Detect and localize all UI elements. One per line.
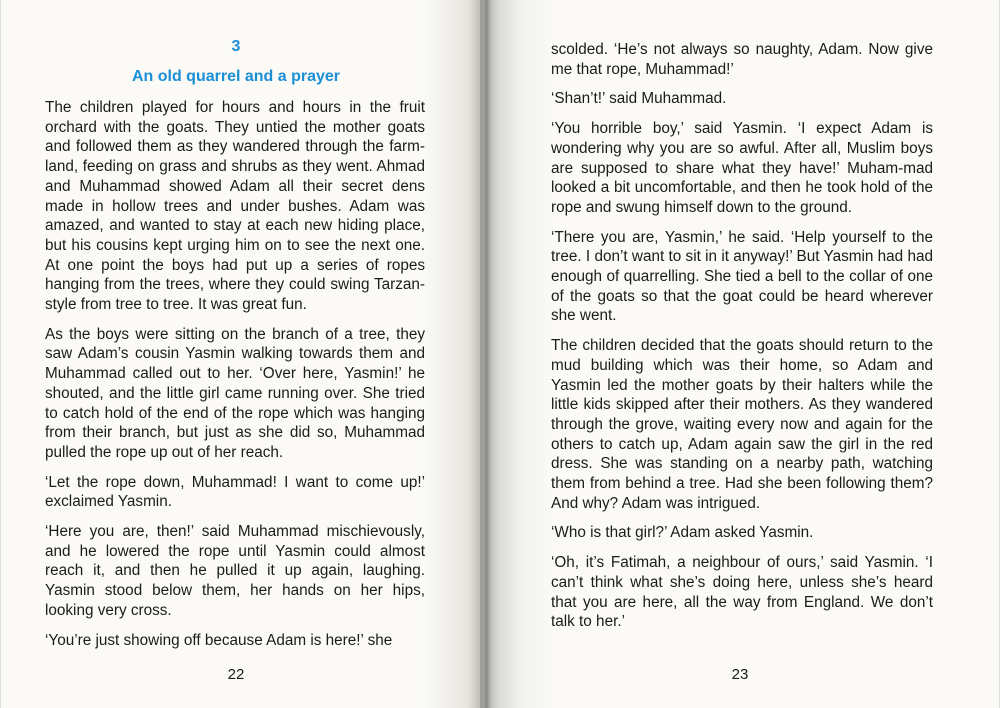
paragraph: ‘Who is that girl?’ Adam asked Yasmin. [551,524,814,542]
page-number: 22 [227,666,245,683]
chapter-title: An old quarrel and a prayer [131,68,341,85]
paragraph: ‘Shan’t!’ said Muhammad. [551,90,727,108]
paragraph: ‘There you are, Yasmin,’ he said. ‘Help yourself to the tree. I don’t want to sit in it anyway!’ But Yasmin had had enough of quarrelling. She tied a bell to the collar of one of the goats so that the goat could be heard wherever she went. [551,228,933,325]
paragraph: ‘Let the rope down, Muhammad! I want to come up!’ exclaimed Yasmin. [45,473,425,511]
chapter-number: 3 [231,38,241,55]
paragraph: As the boys were sitting on the branch of a tree, they saw Adam’s cousin Yasmin walking towards them and Muhammad called out to her. ‘Over here, Yasmin!’ he shouted, and the little girl came running over. She tried to catch hold of the end of the rope which was hanging from their branch, but just as she did so, Muhammad pulled the rope up out of her reach. [45,325,425,461]
right-page-text [551,40,933,642]
left-page-text [45,98,425,660]
paragraph: ‘You horrible boy,’ said Yasmin. ‘I expect Adam is wondering why you are so awful. After all, Muslim boys are supposed to share what they have!’ Muham-mad looked a bit uncomfortable, and then he took hold of the rope and swung himself down to the ground. [551,120,933,216]
paragraph: ‘Oh, it’s Fatimah, a neighbour of ours,’ said Yasmin. ‘I can’t think what she’s doing here, unless she’s heard that you are here, all the way from England. We don’t talk to her.’ [551,554,933,631]
page-number: 23 [731,666,749,683]
paragraph: ‘Here you are, then!’ said Muhammad mischievously, and he lowered the rope until Yasmin could almost reach it, and then he pulled it up again, laughing. Yasmin stood below them, her hands on her hips, looking very cross. [45,523,425,619]
paragraph: The children played for hours and hours in the fruit orchard with the goats. They untied the mother goats and followed them as they wandered through the farm-land, feeding on grass and shrubs as they went. Ahmad and Muhammad showed Adam all their secret dens made in hollow trees and under bushes. Adam was amazed, and wanted to stay at each new hiding place, but his cousins kept urging him on to see the next one. At one point the boys had put up a series of ropes hanging from the trees, where they could swing Tarzan-style from tree to tree. It was great fun. [45,99,425,314]
paragraph: ‘You’re just showing off because Adam is here!’ she [45,631,393,649]
left-page [0,0,480,708]
right-page [480,0,1000,708]
paragraph: scolded. ‘He’s not always so naughty, Adam. Now give me that rope, Muhammad!’ [551,41,933,78]
paragraph: The children decided that the goats should return to the mud building which was their home, so Adam and Yasmin led the mother goats by their halters while the little kids skipped after their mothers. As they wandered through the grove, waiting every now and again for the others to catch up, Adam again saw the girl in the red dress. She was standing on a nearby path, watching them from behind a tree. Had she been following them? And why? Adam was intrigued. [551,337,933,512]
book-gutter [470,0,500,708]
